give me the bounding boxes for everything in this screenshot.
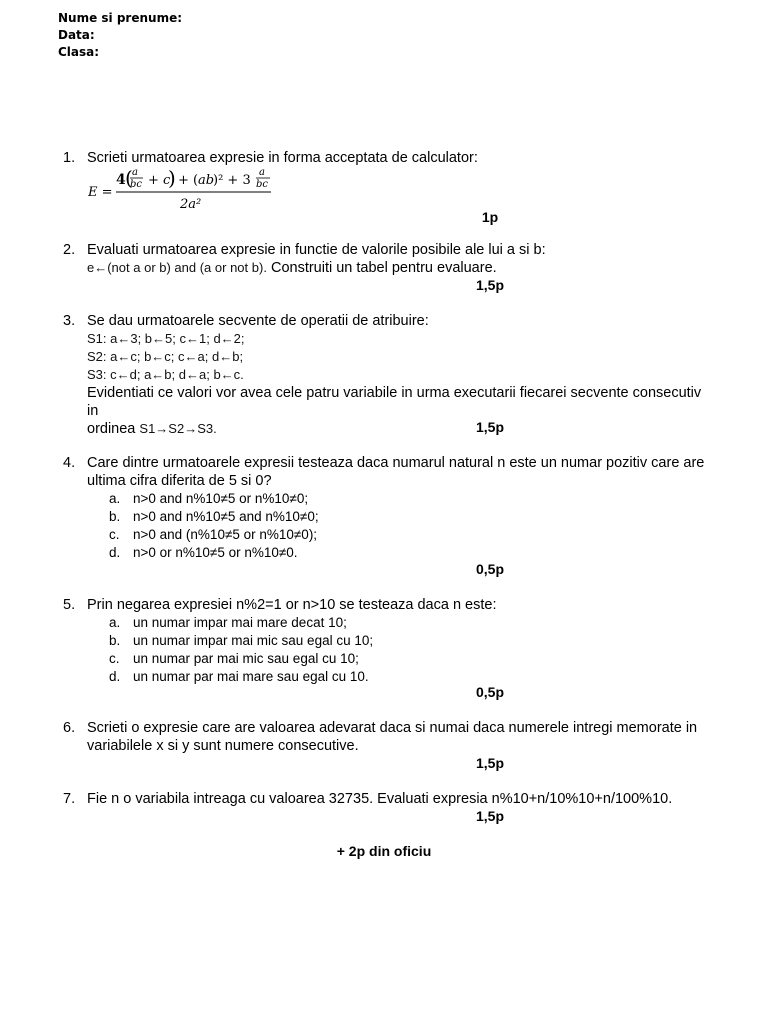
- question-5: [63, 596, 707, 686]
- option-c: [87, 526, 707, 544]
- points-q6: 1,5p: [475, 755, 504, 771]
- option-a: [87, 490, 707, 508]
- question-text: Scrieti o expresie care are valoarea adevarat daca si numai daca numerele intregi memorate in: [87, 720, 698, 736]
- question-text: Se dau urmatoarele secvente de operatii de atribuire:: [87, 313, 429, 329]
- question-number: 6.: [63, 720, 76, 736]
- sequence-s1: S1: a←3; b←5; c←1; d←2;: [87, 331, 245, 346]
- sequence-s2: S2: a←c; b←c; c←a; d←b;: [87, 349, 244, 364]
- question-text: Scrieti urmatoarea expresie in forma acceptata de calculator:: [87, 150, 478, 166]
- option-letter: a.: [109, 615, 121, 630]
- option-d: [87, 544, 707, 562]
- option-letter: d.: [109, 545, 121, 560]
- question-text-3: ordinea: [87, 421, 140, 437]
- question-4: [63, 454, 707, 562]
- bonus-points-note: + 2p din oficiu: [336, 843, 432, 859]
- svg-text:+ c: + c: [148, 173, 171, 188]
- option-text: n>0 and n%10≠5 or n%10≠0;: [133, 491, 309, 506]
- question-number: 1.: [63, 150, 76, 166]
- option-letter: c.: [109, 527, 120, 542]
- option-letter: d.: [109, 669, 121, 684]
- question-text: Evaluati urmatoarea expresie in functie de valorile posibile ale lui a si b:: [87, 242, 546, 258]
- option-letter: b.: [109, 509, 121, 524]
- option-letter: a.: [109, 491, 121, 506]
- svg-text:): ): [168, 166, 176, 190]
- option-text: un numar impar mai mare decat 10;: [133, 615, 347, 630]
- sequence-order: S1→S2→S3.: [139, 421, 217, 436]
- svg-text:+ (: + (: [178, 173, 199, 188]
- option-b: [87, 632, 707, 650]
- option-letter: b.: [109, 633, 121, 648]
- svg-text:(: (: [125, 166, 133, 190]
- svg-text:E =: E =: [88, 185, 113, 200]
- svg-text:2a²: 2a²: [180, 197, 202, 212]
- question-2: [63, 241, 707, 277]
- question-number: 5.: [63, 597, 76, 613]
- svg-text:bc: bc: [256, 179, 269, 190]
- question-text-2: variabilele x si y sunt numere consecutive.: [87, 738, 359, 754]
- option-text: n>0 and (n%10≠5 or n%10≠0);: [133, 527, 318, 542]
- question-6: [63, 719, 707, 755]
- option-a: [87, 614, 707, 632]
- question-text-2: ultima cifra diferita de 5 si 0?: [87, 473, 272, 489]
- formula-graphic: [88, 166, 288, 214]
- svg-text:ab: ab: [198, 173, 215, 188]
- question-text: Prin negarea expresiei n%2=1 or n>10 se testeaza daca n este:: [87, 597, 497, 613]
- option-text: un numar par mai mare sau egal cu 10.: [133, 669, 369, 684]
- question-number: 2.: [63, 242, 76, 258]
- points-q3: 1,5p: [475, 419, 504, 435]
- points-q7: 1,5p: [475, 808, 504, 824]
- question-text-2: Construiti un tabel pentru evaluare.: [266, 260, 497, 276]
- option-text: n>0 or n%10≠5 or n%10≠0.: [133, 545, 298, 560]
- option-text: un numar impar mai mic sau egal cu 10;: [133, 633, 374, 648]
- question-number: 4.: [63, 455, 76, 471]
- expression: e←(not a or b) and (a or not b).: [87, 260, 267, 275]
- class-label: Clasa:: [58, 45, 100, 59]
- question-text-2: Evidentiati ce valori vor avea cele patru variabile in urma executarii fiecarei secvente consecutiv in: [87, 385, 702, 419]
- formula-e: [88, 166, 288, 218]
- svg-text:a: a: [259, 167, 265, 178]
- question-7: [63, 790, 737, 808]
- student-header: [58, 10, 182, 61]
- question-text: Care dintre urmatoarele expresii testeaza daca numarul natural n este un numar pozitiv care are: [87, 455, 705, 471]
- svg-text:a: a: [132, 167, 138, 178]
- option-d: [87, 668, 707, 686]
- points-q1: 1p: [481, 209, 499, 225]
- date-label: Data:: [58, 28, 95, 42]
- points-q5: 0,5p: [475, 684, 504, 700]
- option-c: [87, 650, 707, 668]
- sequence-s3: S3: c←d; a←b; d←a; b←c.: [87, 367, 244, 382]
- option-text: un numar par mai mic sau egal cu 10;: [133, 651, 359, 666]
- option-letter: c.: [109, 651, 120, 666]
- question-text: Fie n o variabila intreaga cu valoarea 32735. Evaluati expresia n%10+n/10%10+n/100%10.: [87, 791, 673, 807]
- points-q2: 1,5p: [475, 277, 504, 293]
- svg-text:bc: bc: [130, 179, 143, 190]
- name-label: Nume si prenume:: [58, 11, 183, 25]
- question-number: 3.: [63, 313, 76, 329]
- question-number: 7.: [63, 791, 76, 807]
- question-1: [63, 149, 707, 167]
- svg-text:4: 4: [116, 172, 126, 188]
- question-3: [63, 312, 707, 438]
- points-q4: 0,5p: [475, 561, 504, 577]
- option-text: n>0 and n%10≠5 and n%10≠0;: [133, 509, 319, 524]
- option-b: [87, 508, 707, 526]
- svg-text:)² + 3: )² + 3: [213, 173, 251, 188]
